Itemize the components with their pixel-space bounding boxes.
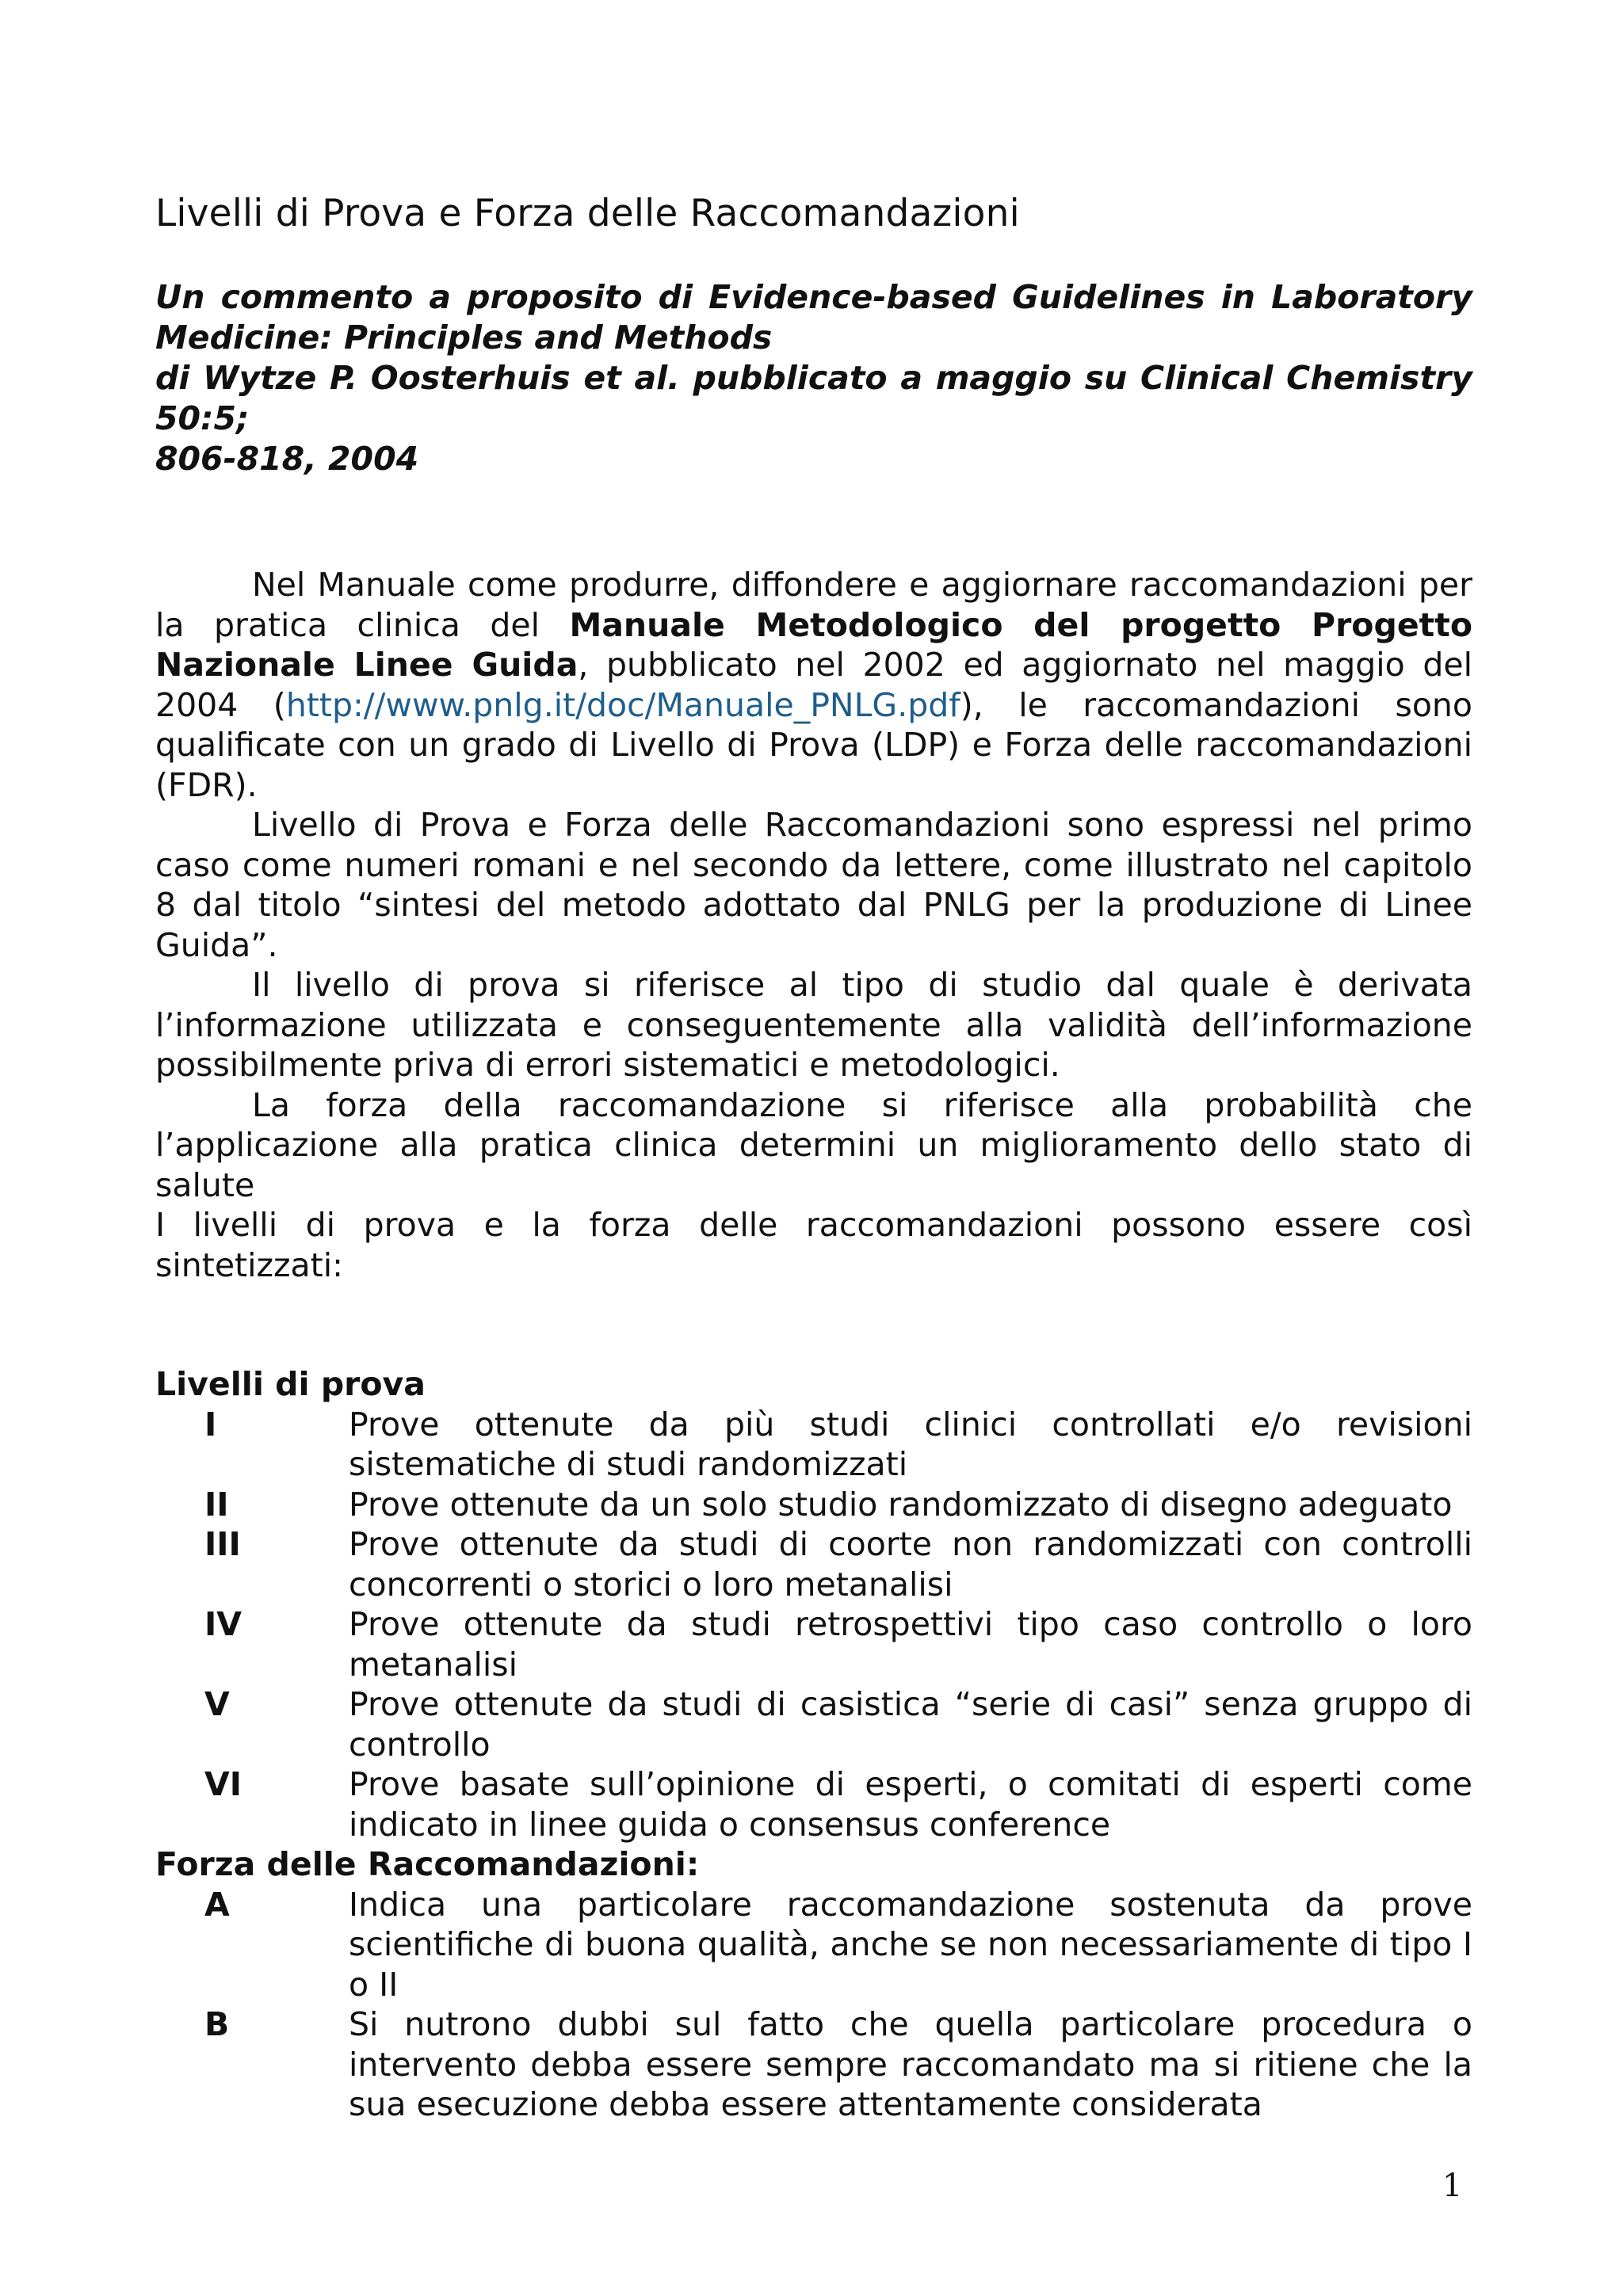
level-row xyxy=(155,1604,1472,1684)
level-code: I xyxy=(204,1405,217,1444)
subtitle-line-2: Medicine: Principles and Methods xyxy=(155,318,773,357)
level-description: Prove basate sull’opinione di esperti, o comitati di esperti come indicato in linee guida o consensus conference xyxy=(349,1765,1472,1844)
strength-row xyxy=(155,1885,1472,2005)
level-row xyxy=(155,1485,1472,1525)
page-title: Livelli di Prova e Forza delle Raccomandazioni xyxy=(155,192,1020,235)
paragraph-1-text-a: Nel Manuale come produrre, diffondere e aggiornare raccomandazioni per la pratica clinica del xyxy=(155,566,1472,644)
level-code: II xyxy=(204,1485,229,1524)
level-description: Prove ottenute da studi retrospettivi tipo caso controllo o loro metanalisi xyxy=(349,1605,1472,1684)
paragraph-1-text-b: , pubblicato nel 2002 ed aggiornato nel maggio del 2004 ( xyxy=(155,646,1472,724)
level-code: V xyxy=(204,1685,230,1723)
subtitle-line-3: di Wytze P. Oosterhuis et al. pubblicato a maggio su Clinical Chemistry 50:5; xyxy=(155,359,1472,437)
strength-heading: Forza delle Raccomandazioni: xyxy=(155,1845,700,1883)
strength-code: B xyxy=(204,2005,230,2043)
level-description: Prove ottenute da studi di coorte non randomizzati con controlli concorrenti o storici o loro metanalisi xyxy=(349,1525,1472,1604)
level-row xyxy=(155,1524,1472,1604)
paragraph-5: I livelli di prova e la forza delle raccomandazioni possono essere così sintetizzati: xyxy=(155,1206,1472,1284)
manual-title-bold: Manuale Metodologico del progetto Progetto Nazionale Linee Guida xyxy=(155,605,1472,684)
strength-code: A xyxy=(204,1885,230,1924)
level-code: VI xyxy=(204,1765,242,1803)
paragraph-2: Livello di Prova e Forza delle Raccomandazioni sono espressi nel primo caso come numeri romani e nel secondo da lettere, come illustrato nel capitolo 8 dal titolo “sintesi del metodo adottato dal PNLG per la produzione di Linee Guida”. xyxy=(155,806,1472,964)
strength-description: Indica una particolare raccomandazione sostenuta da prove scientifiche di buona qualità, anche se non necessariamente di tipo I o II xyxy=(349,1885,1472,2004)
paragraph-4: La forza della raccomandazione si riferisce alla probabilità che l’applicazione alla pratica clinica determini un miglioramento dello stato di salute xyxy=(155,1085,1472,1204)
levels-heading: Livelli di prova xyxy=(155,1365,426,1403)
levels-section xyxy=(155,1364,1472,2125)
level-row xyxy=(155,1405,1472,1485)
level-row xyxy=(155,1764,1472,1844)
paragraph-3: Il livello di prova si riferisce al tipo di studio dal quale è derivata l’informazione utilizzata e conseguentemente alla validità dell’informazione possibilmente priva di errori sistematici e metodologici. xyxy=(155,966,1472,1084)
level-row xyxy=(155,1684,1472,1764)
subtitle-line-4: 806-818, 2004 xyxy=(155,440,419,478)
level-description: Prove ottenute da studi di casistica “serie di casi” senza gruppo di controllo xyxy=(349,1685,1472,1764)
subtitle-line-1: Un commento a proposito di Evidence-based Guidelines in Laboratory xyxy=(155,278,1472,316)
paragraph-1 xyxy=(155,565,1472,805)
pnlg-manual-link[interactable]: http://www.pnlg.it/doc/Manuale_PNLG.pdf xyxy=(285,685,960,724)
level-code: IV xyxy=(204,1605,242,1643)
subtitle xyxy=(155,277,1472,479)
strength-row xyxy=(155,2004,1472,2125)
page-number: 1 xyxy=(1442,2168,1463,2204)
strength-description: Si nutrono dubbi sul fatto che quella particolare procedura o intervento debba essere sempre raccomandato ma si ritiene che la sua esecuzione debba essere attentamente considerata xyxy=(349,2005,1472,2123)
body-text xyxy=(155,565,1472,1285)
level-description: Prove ottenute da più studi clinici controllati e/o revisioni sistematiche di studi randomizzati xyxy=(349,1405,1472,1483)
level-description: Prove ottenute da un solo studio randomizzato di disegno adeguato xyxy=(349,1485,1453,1524)
level-code: III xyxy=(204,1525,241,1563)
paragraph-1-text-c: ), le raccomandazioni sono qualificate con un grado di Livello di Prova (LDP) e Forza delle raccomandazioni (FDR). xyxy=(155,685,1473,804)
document-page xyxy=(155,190,1472,2125)
